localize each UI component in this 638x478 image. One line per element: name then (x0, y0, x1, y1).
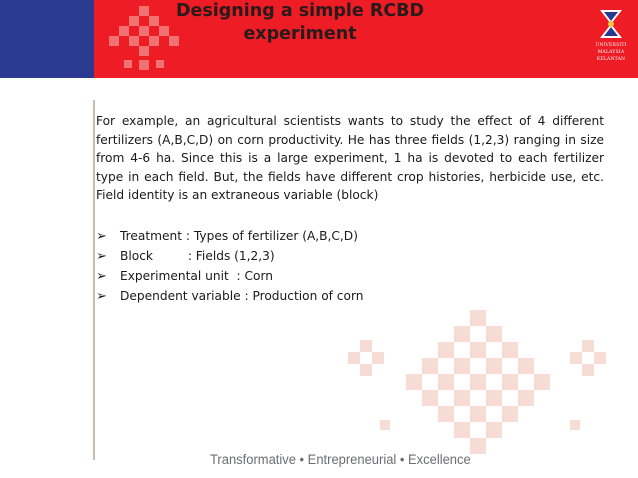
logo-line-2: MALAYSIA (597, 50, 625, 55)
header-bar (0, 0, 638, 78)
arrow-bullet-icon: ➢ (96, 248, 107, 264)
bullet-text: Treatment : Types of fertilizer (A,B,C,D) (120, 229, 358, 243)
bullet-item-treatment (96, 226, 596, 246)
logo-line-3: KELANTAN (596, 57, 626, 62)
logo-line-1: UNIVERSITI (595, 43, 627, 48)
university-logo-icon (596, 8, 626, 40)
slide-title-line-2: experiment (243, 24, 357, 44)
bullet-text: Experimental unit : Corn (120, 269, 273, 283)
bullet-text: Dependent variable : Production of corn (120, 289, 364, 303)
arrow-bullet-icon: ➢ (96, 228, 107, 244)
bullet-text: Block : Fields (1,2,3) (120, 249, 275, 263)
body-paragraph: For example, an agricultural scientists wants to study the effect of 4 different fertilizers (A,B,C,D) on corn productivity. He has three fields (1,2,3) ranging in size from 4-6 ha. Since this is a large experiment, 1 ha is devoted to each fertilizer type in each field. But, the fields have different crop histories, herbicide use, etc. Field identity is an extraneous variable (block) (96, 114, 604, 202)
bullet-list (96, 226, 596, 306)
university-logo (584, 0, 638, 78)
arrow-bullet-icon: ➢ (96, 268, 107, 284)
slide-title-line-1: Designing a simple RCBD (175, 1, 425, 21)
slide-title (150, 0, 450, 46)
footer-tagline: Transformative • Entrepreneurial • Excellence (210, 452, 471, 467)
bullet-item-experimental-unit (96, 266, 596, 286)
header-navy-block (0, 0, 94, 78)
content-divider-line (93, 100, 95, 460)
bullet-item-dependent-variable (96, 286, 596, 306)
bullet-item-block (96, 246, 596, 266)
arrow-bullet-icon: ➢ (96, 288, 107, 304)
